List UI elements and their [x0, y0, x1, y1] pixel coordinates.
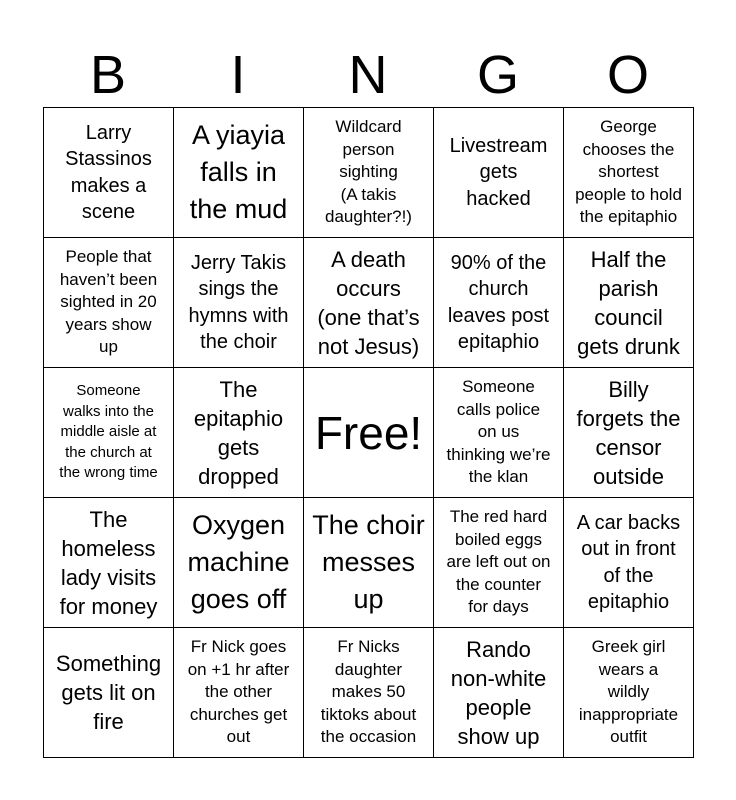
cell-text: Someone calls police on us thinking we’re the klan [446, 377, 551, 487]
cell-text: Billy forgets the censor outside [576, 376, 681, 489]
bingo-cell-r5c1 [44, 628, 174, 758]
bingo-cell-r3c1 [44, 368, 174, 498]
bingo-cell-r2c4 [434, 238, 564, 368]
cell-text: The homeless lady visits for money [59, 506, 158, 619]
header-letter-g: G [476, 45, 519, 105]
header-letter-b: B [89, 45, 127, 105]
bingo-header [43, 44, 693, 106]
bingo-cell-r4c2 [174, 498, 304, 628]
bingo-cell-r1c5 [564, 108, 694, 238]
bingo-cell-r2c3 [304, 238, 434, 368]
bingo-cell-r2c1 [44, 238, 174, 368]
bingo-cell-r1c4 [434, 108, 564, 238]
bingo-cell-free [304, 368, 434, 498]
bingo-cell-r1c3 [304, 108, 434, 238]
bingo-cell-r3c5 [564, 368, 694, 498]
cell-text: Rando non-white people show up [450, 636, 547, 749]
bingo-board [43, 107, 694, 758]
cell-text: Larry Stassinos makes a scene [65, 121, 152, 223]
bingo-cell-r3c2 [174, 368, 304, 498]
cell-text: A yiayia falls in the mud [189, 120, 288, 224]
cell-text: Greek girl wears a wildly inappropriate outfit [578, 637, 679, 747]
bingo-cell-r5c3 [304, 628, 434, 758]
cell-text: Oxygen machine goes off [187, 510, 290, 614]
bingo-cell-r3c4 [434, 368, 564, 498]
bingo-cell-r4c5 [564, 498, 694, 628]
bingo-cell-r1c1 [44, 108, 174, 238]
cell-text: Wildcard person sighting (A takis daughter?!) [325, 117, 412, 227]
header-letter-o: O [606, 45, 649, 105]
cell-text: George chooses the shortest people to hold the epitaphio [575, 117, 682, 227]
bingo-cell-r1c2 [174, 108, 304, 238]
bingo-cell-r4c1 [44, 498, 174, 628]
cell-text: A car backs out in front of the epitaphio [576, 511, 681, 613]
cell-text: 90% of the church leaves post epitaphio [447, 251, 550, 353]
cell-text: Something gets lit on fire [55, 651, 162, 734]
bingo-cell-r5c4 [434, 628, 564, 758]
bingo-cell-r5c5 [564, 628, 694, 758]
cell-text: The choir messes up [312, 510, 425, 614]
cell-text: Fr Nick goes on +1 hr after the other churches get out [187, 637, 290, 747]
bingo-cell-r2c2 [174, 238, 304, 368]
cell-text: Someone walks into the middle aisle at the church at the wrong time [59, 382, 158, 482]
header-letter-n: N [348, 45, 388, 105]
bingo-cell-r5c2 [174, 628, 304, 758]
bingo-cell-r4c3 [304, 498, 434, 628]
cell-text: The epitaphio gets dropped [193, 376, 284, 489]
cell-text: The red hard boiled eggs are left out on the counter for days [446, 507, 551, 617]
cell-text: A death occurs (one that’s not Jesus) [317, 246, 420, 359]
cell-text: Fr Nicks daughter makes 50 tiktoks about the occasion [320, 637, 417, 747]
free-space-text: Free! [314, 406, 423, 459]
cell-text: People that haven’t been sighted in 20 years show up [59, 247, 158, 357]
cell-text: Jerry Takis sings the hymns with the choir [188, 251, 289, 353]
cell-text: Half the parish council gets drunk [577, 246, 680, 359]
bingo-cell-r2c5 [564, 238, 694, 368]
bingo-cell-r4c4 [434, 498, 564, 628]
cell-text: Livestream gets hacked [449, 134, 548, 210]
header-letter-i: I [230, 45, 246, 105]
